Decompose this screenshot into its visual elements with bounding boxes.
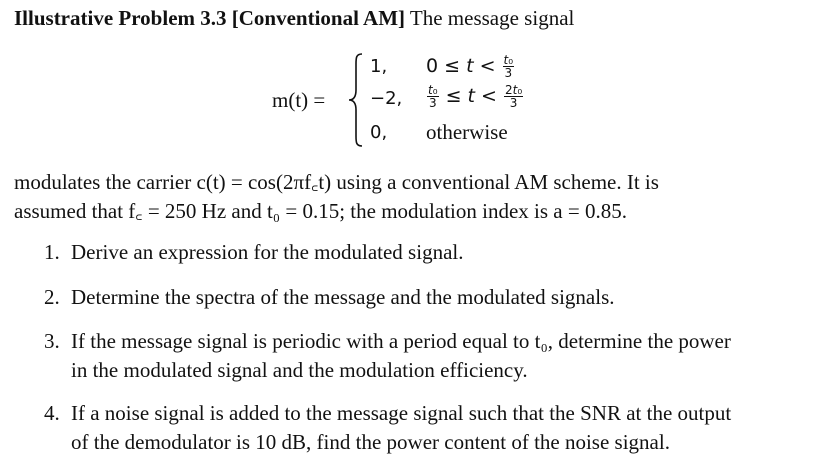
list-item-text-line-1: If the message signal is periodic with a period equal to t₀, determine the power	[71, 329, 731, 353]
list-item-number: 1.	[44, 240, 60, 264]
case-3-condition: otherwise	[426, 120, 508, 144]
equation-lhs	[272, 88, 325, 113]
list-item-number: 3.	[44, 329, 60, 353]
list-item-number: 4.	[44, 401, 60, 425]
equation-lhs-text: m(t) =	[272, 88, 326, 112]
paragraph-line-2: assumed that f꜀ = 250 Hz and t₀ = 0.15; the modulation index is a = 0.85.	[14, 199, 627, 223]
list-item-text: Determine the spectra of the message and the modulated signals.	[71, 285, 615, 309]
problem-topic: [Conventional AM]	[231, 6, 406, 30]
case-1-value: 1,	[370, 56, 388, 77]
left-brace-icon	[346, 50, 366, 150]
case-2-condition: $\frac{\text{t₀}}{3}$ ≤ t < $\frac{\text{2t₀}}{3}$	[428, 83, 523, 110]
case-1-condition: 0 ≤ t < $\frac{\text{t₀}}{3}$	[426, 53, 514, 80]
list-item-text-line-1: If a noise signal is added to the message signal such that the SNR at the output	[71, 401, 732, 425]
problem-intro: The message signal	[409, 6, 575, 30]
problem-number: Illustrative Problem 3.3	[14, 6, 227, 30]
message-signal-equation	[0, 50, 825, 160]
paragraph-line-1: modulates the carrier c(t) = cos(2πf꜀t) using a conventional AM scheme. It is	[14, 170, 659, 194]
list-item-text: Derive an expression for the modulated signal.	[71, 240, 464, 264]
list-item-number: 2.	[44, 285, 60, 309]
list-item-text-line-2: of the demodulator is 10 dB, find the power content of the noise signal.	[71, 430, 670, 454]
problem-heading	[14, 6, 574, 31]
case-2-value: −2,	[370, 88, 403, 109]
case-3-value: 0,	[370, 122, 388, 143]
list-item-text-line-2: in the modulated signal and the modulation efficiency.	[71, 358, 528, 382]
